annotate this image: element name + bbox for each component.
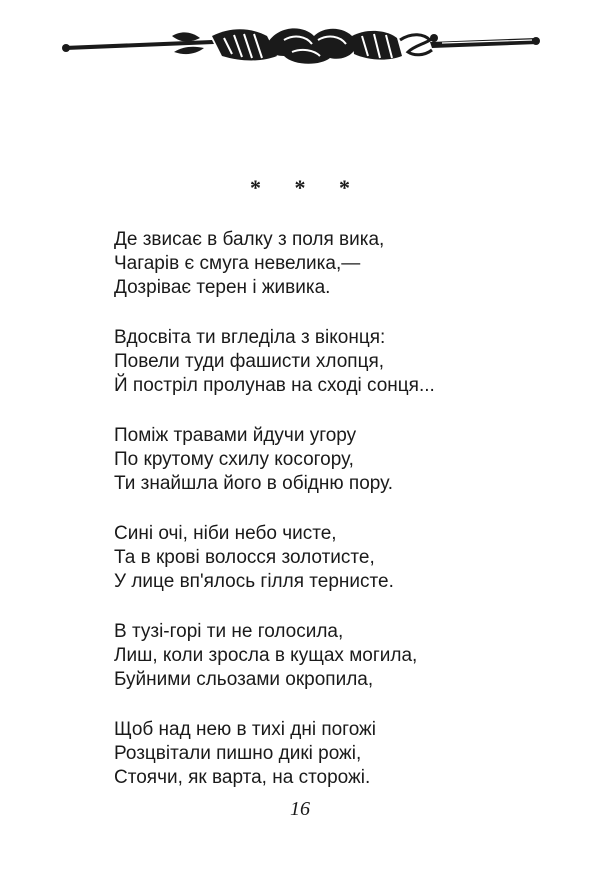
header-ornament bbox=[62, 22, 540, 68]
poem-line: Дозріває терен і живика. bbox=[114, 277, 331, 298]
poem-line: Вдосвіта ти вгледіла з віконця: bbox=[114, 327, 386, 348]
poem-body bbox=[114, 228, 554, 816]
poem-line: Повели туди фашисти хлопця, bbox=[114, 351, 385, 372]
poem-line: Ти знайшла його в обідню пору. bbox=[114, 473, 393, 494]
poem-line: Сині очі, ніби небо чисте, bbox=[114, 523, 337, 544]
poem-line: Щоб над нею в тихі дні погожі bbox=[114, 719, 376, 740]
poem-line: Розцвітали пишно дикі рожі, bbox=[114, 743, 362, 764]
poem-line: Та в крові волосся золотисте, bbox=[114, 547, 375, 568]
poem-line: Де звисає в балку з поля вика, bbox=[114, 229, 385, 250]
poem-line: Стоячи, як варта, на сторожі. bbox=[114, 767, 371, 788]
stanza bbox=[114, 228, 554, 300]
poem-line: Буйними сльозами окропила, bbox=[114, 669, 374, 690]
stanza bbox=[114, 522, 554, 594]
poem-line: У лице вп'ялось гілля тернисте. bbox=[114, 571, 394, 592]
poem-line: Чагарів є смуга невелика,— bbox=[114, 253, 361, 274]
stanza bbox=[114, 424, 554, 496]
poem-line: Поміж травами йдучи угору bbox=[114, 425, 357, 446]
poem-line: По крутому схилу косогору, bbox=[114, 449, 354, 470]
poem-line: Лиш, коли зросла в кущах могила, bbox=[114, 645, 418, 666]
stanza bbox=[114, 718, 554, 790]
page-number: 16 bbox=[290, 798, 310, 820]
poem-line: Й постріл пролунав на сході сонця... bbox=[114, 375, 435, 396]
section-divider-asterisks: * * * bbox=[250, 175, 364, 200]
stanza bbox=[114, 326, 554, 398]
poem-line: В тузі-горі ти не голосила, bbox=[114, 621, 344, 642]
stanza bbox=[114, 620, 554, 692]
